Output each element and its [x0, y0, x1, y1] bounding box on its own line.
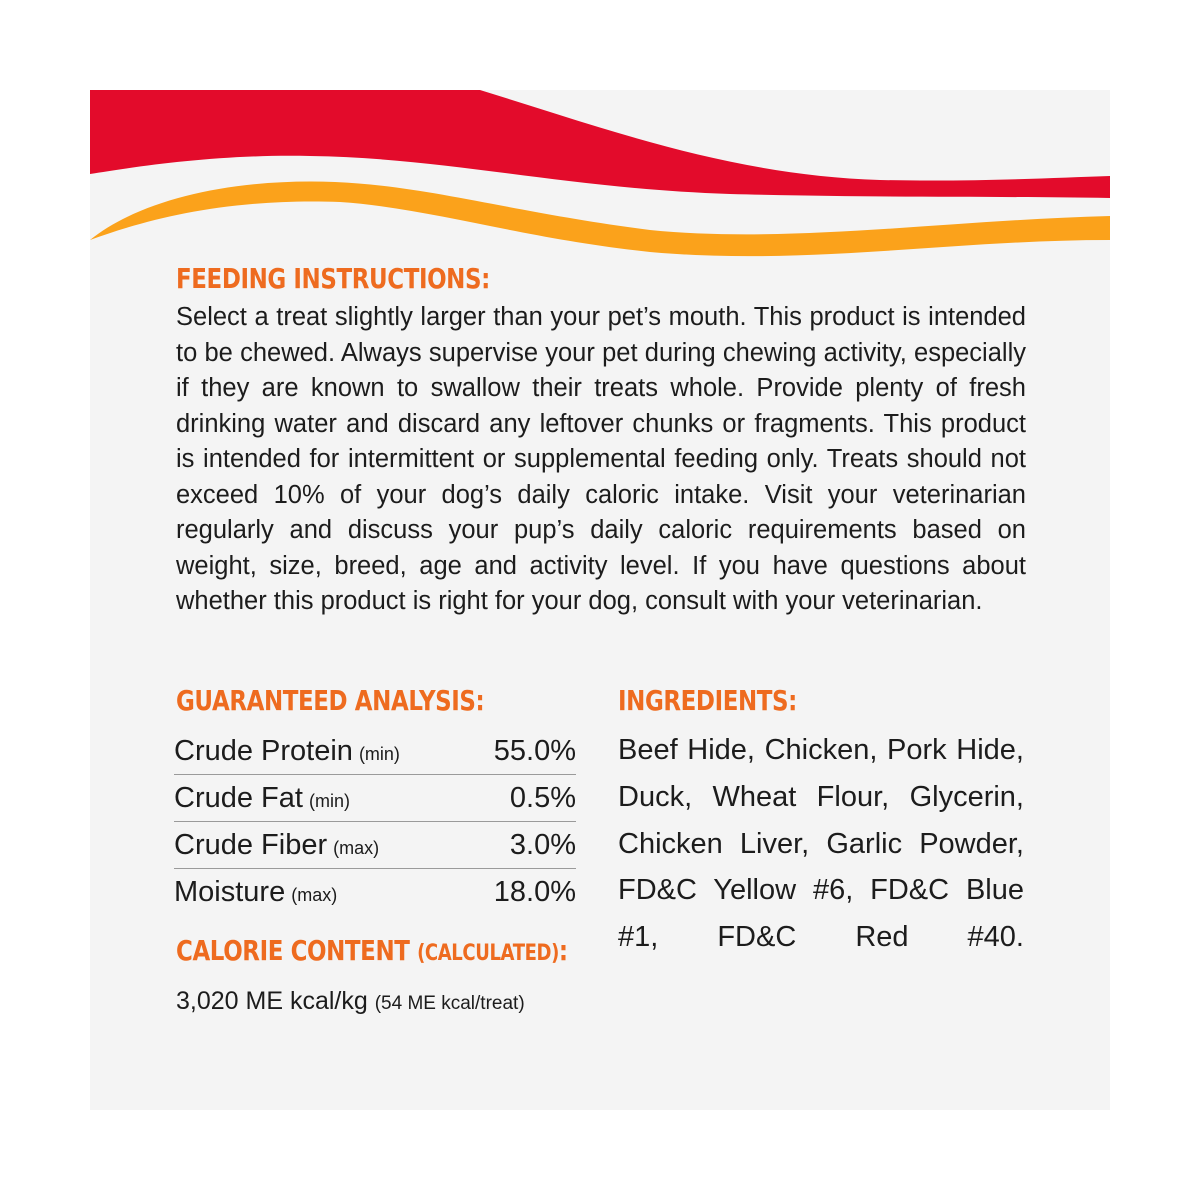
- feeding-instructions-text: Select a treat slightly larger than your pet’s mouth. This product is intended to be chewed. Always supervise your pet during chewing activity, especially if they are known to swallow their treats whole. Provide plenty of fresh drinking water and discard any leftover chunks or fragments. This product is intended for intermittent or supplemental feeding only. Treats should not exceed 10% of your dog’s daily caloric intake. Visit your veterinarian regularly and discuss your pup’s daily caloric requirements based on weight, size, breed, age and activity level. If you have questions about whether this product is right for your dog, consult with your veterinarian.: [176, 303, 1026, 615]
- analysis-qualifier: (min): [358, 744, 400, 764]
- ingredients-text: Beef Hide, Chicken, Pork Hide, Duck, Wheat Flour, Glycerin, Chicken Liver, Garlic Powder, FD&C Yellow #6, FD&C Blue #1, FD&C Red #40.: [618, 734, 1024, 954]
- analysis-value: 3.0%: [509, 829, 576, 861]
- analysis-label: Moisture: [174, 876, 286, 908]
- analysis-value: 0.5%: [509, 782, 576, 814]
- table-row: [174, 869, 576, 915]
- analysis-qualifier: (max): [291, 885, 338, 905]
- swoosh-red-band: [90, 90, 1110, 198]
- guaranteed-analysis-table: [174, 728, 576, 915]
- calorie-per-treat: (54 ME kcal/treat): [374, 993, 525, 1014]
- label-panel: [90, 90, 1110, 1110]
- calorie-heading-qualifier: (CALCULATED): [417, 941, 559, 966]
- calorie-content-heading: CALORIE CONTENT (CALCULATED):: [176, 934, 568, 967]
- analysis-qualifier: (min): [308, 791, 350, 811]
- brand-swoosh: [90, 90, 1110, 260]
- analysis-label: Crude Fat: [174, 782, 303, 814]
- table-row: [174, 728, 576, 775]
- analysis-label: Crude Protein: [174, 735, 353, 767]
- guaranteed-analysis-heading: GUARANTEED ANALYSIS:: [176, 684, 485, 717]
- table-row: [174, 822, 576, 869]
- analysis-label: Crude Fiber: [174, 829, 328, 861]
- analysis-qualifier: (max): [333, 838, 380, 858]
- analysis-value: 18.0%: [493, 876, 576, 908]
- ingredients-heading: INGREDIENTS:: [618, 684, 797, 717]
- analysis-value: 55.0%: [493, 735, 576, 767]
- table-row: [174, 775, 576, 822]
- feeding-instructions-heading: FEEDING INSTRUCTIONS:: [176, 262, 490, 295]
- calorie-content-value: 3,020 ME kcal/kg (54 ME kcal/treat): [176, 987, 525, 1015]
